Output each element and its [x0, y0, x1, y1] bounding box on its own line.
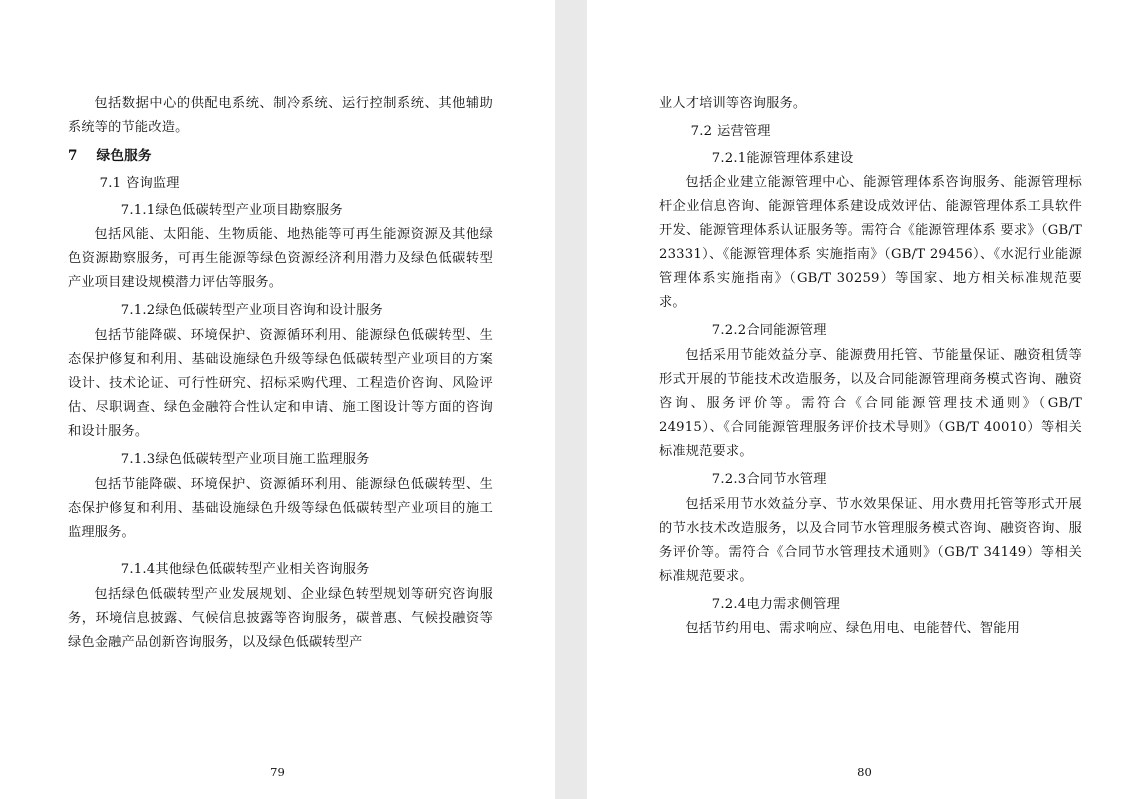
heading-number: 7.1.1	[120, 202, 156, 218]
paragraph: 包括数据中心的供配电系统、制冷系统、运行控制系统、其他辅助系统等的节能改造。	[68, 96, 493, 136]
heading-number: 7.2.4	[711, 596, 747, 612]
heading-level-2	[659, 120, 1082, 144]
page-left-content	[68, 92, 493, 759]
paragraph-spacer	[68, 549, 493, 556]
heading-title: 合同节水管理	[746, 472, 827, 488]
heading-level-3	[68, 299, 493, 323]
paragraph: 包括节能降碳、环境保护、资源循环利用、能源绿色低碳转型、生态保护修复和利用、基础设施绿色升级等绿色低碳转型产业项目的方案设计、技术论证、可行性研究、招标采购代理、工程造价咨询、风险评估、尽职调查、绿色金融符合性认定和申请、施工图设计等方面的咨询和设计服务。	[68, 328, 493, 440]
heading-title: 合同能源管理	[746, 323, 827, 339]
paragraph: 包括风能、太阳能、生物质能、地热能等可再生能源资源及其他绿色资源勘察服务，可再生能源等绿色资源经济利用潜力及绿色低碳转型产业项目建设规模潜力评估等服务。	[68, 227, 493, 291]
heading-number: 7.2	[690, 123, 713, 139]
heading-title: 电力需求侧管理	[746, 596, 841, 612]
paragraph: 包括企业建立能源管理中心、能源管理体系咨询服务、能源管理标杆企业信息咨询、能源管理体系建设成效评估、能源管理体系工具软件开发、能源管理体系认证服务等。需符合《能源管理体系 要求》（GB/T 23331）、《能源管理体系 实施指南》（GB/T 29456）、《水泥行业能源管理体系实施指南》（GB/T 30259）等国家、地方相关标准规范要求。	[659, 175, 1082, 311]
heading-title: 能源管理体系建设	[746, 150, 854, 166]
heading-title: 绿色低碳转型产业项目咨询和设计服务	[155, 303, 383, 319]
paragraph: 包括绿色低碳转型产业发展规划、企业绿色转型规划等研究咨询服务，环境信息披露、气候信息披露等咨询服务，碳普惠、气候投融资等绿色金融产品创新咨询服务，以及绿色低碳转型产	[68, 587, 493, 651]
heading-level-3	[659, 593, 1082, 617]
paragraph: 包括采用节水效益分享、节水效果保证、用水费用托管等形式开展的节水技术改造服务，以及合同节水管理服务模式咨询、融资咨询、服务评价等。需符合《合同节水管理技术通则》（GB/T 34149）等相关标准规范要求。	[659, 496, 1082, 584]
heading-level-1	[68, 144, 493, 169]
heading-level-3	[659, 319, 1082, 343]
heading-title: 绿色服务	[96, 147, 152, 164]
paragraph: 包括节能降碳、环境保护、资源循环利用、能源绿色低碳转型、生态保护修复和利用、基础设施绿色升级等绿色低碳转型产业项目的施工监理服务。	[68, 476, 493, 540]
heading-level-2	[68, 172, 493, 196]
heading-title: 运营管理	[717, 123, 771, 139]
heading-number: 7	[68, 147, 78, 164]
heading-level-3	[68, 199, 493, 223]
heading-title: 咨询监理	[126, 176, 180, 192]
heading-title: 绿色低碳转型产业项目勘察服务	[155, 202, 343, 218]
paragraph: 包括采用节能效益分享、能源费用托管、节能量保证、融资租赁等形式开展的节能技术改造服务，以及合同能源管理商务模式咨询、融资咨询、服务评价等。需符合《合同能源管理技术通则》（GB/T 24915）、《合同能源管理服务评价技术导则》（GB/T 40010）等相关标准规范要求。	[659, 348, 1082, 460]
paragraph-continuation: 业人才培训等咨询服务。	[659, 96, 807, 111]
page-left	[0, 0, 555, 799]
heading-number: 7.2.3	[711, 472, 747, 488]
heading-title: 其他绿色低碳转型产业相关咨询服务	[155, 562, 370, 578]
paragraph: 包括节约用电、需求响应、绿色用电、电能替代、智能用	[685, 621, 1021, 637]
heading-number: 7.1.3	[120, 452, 156, 468]
heading-level-3	[659, 468, 1082, 492]
heading-level-3	[68, 448, 493, 472]
page-right-content	[659, 92, 1082, 759]
heading-number: 7.2.2	[711, 323, 747, 339]
heading-number: 7.1.4	[120, 562, 156, 578]
heading-level-3	[68, 558, 493, 582]
heading-number: 7.1.2	[120, 303, 156, 319]
page-number-left: 79	[270, 765, 285, 779]
page-number-right: 80	[857, 765, 872, 779]
page-gutter	[556, 0, 586, 799]
heading-number: 7.2.1	[711, 150, 747, 166]
heading-title: 绿色低碳转型产业项目施工监理服务	[155, 452, 370, 468]
page-right	[587, 0, 1142, 799]
heading-number: 7.1	[99, 176, 122, 192]
heading-level-3	[659, 147, 1082, 171]
